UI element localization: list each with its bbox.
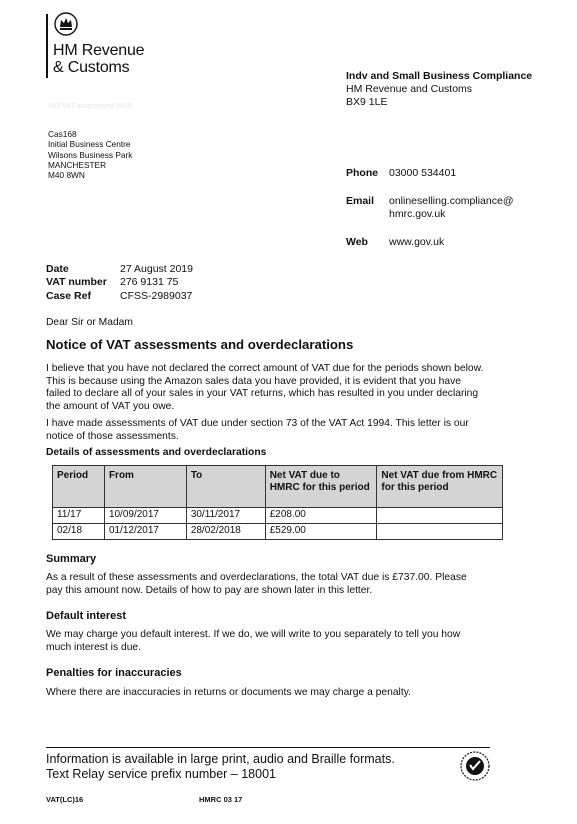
web-label: Web bbox=[346, 236, 368, 248]
logo-rule bbox=[46, 14, 48, 78]
col-net-vat-due-to-hmrc: Net VAT due to HMRC for this period bbox=[265, 466, 377, 508]
accessibility-footer bbox=[46, 752, 395, 782]
col-from: From bbox=[104, 466, 186, 508]
penalties-text: Where there are inaccuracies in returns or documents we may charge a penalty. bbox=[46, 687, 411, 698]
assessment-table bbox=[52, 465, 503, 540]
phone-label: Phone bbox=[346, 167, 379, 179]
ref-date-value: 27 August 2019 bbox=[120, 263, 193, 275]
positive-about-disabled-people-icon bbox=[459, 750, 491, 782]
col-to: To bbox=[186, 466, 265, 508]
footer-line-1: Information is available in large print, audio and Braille formats. bbox=[46, 752, 395, 766]
interest-heading: Default interest bbox=[46, 610, 127, 622]
hmrc-logo-text bbox=[53, 42, 144, 76]
sender-line-2: HM Revenue and Customs bbox=[346, 83, 473, 95]
col-net-vat-due-from-hmrc: Net VAT due from HMRC for this period bbox=[377, 466, 503, 508]
ref-vat-value: 276 9131 75 bbox=[120, 276, 179, 289]
cell-to: 28/02/2018 bbox=[186, 524, 265, 540]
col-period: Period bbox=[53, 466, 105, 508]
penalties-heading: Penalties for inaccuracies bbox=[46, 667, 182, 679]
interest-text: We may charge you default interest. If we do, we will write to you separately to tell you how much interest is due. bbox=[46, 629, 461, 653]
email-label: Email bbox=[346, 195, 375, 207]
cell-due-from-hmrc bbox=[377, 524, 503, 540]
logo-line-1: HM Revenue bbox=[53, 42, 145, 59]
summary-heading: Summary bbox=[46, 553, 97, 565]
recipient-line: MANCHESTER bbox=[48, 159, 107, 170]
cell-due-to-hmrc: £529.00 bbox=[265, 524, 377, 540]
paragraph-1: I believe that you have not declared the correct amount of VAT due for the periods shown below. This is because using the Amazon sales data you have provided, it is evident that you have failed to declare all of your sales in your VAT returns, which has resulted in you under declaring the amount of VAT you owe. bbox=[46, 363, 484, 412]
recipient-line: M40 8WN bbox=[48, 170, 85, 181]
letter-heading: Notice of VAT assessments and overdeclarations bbox=[46, 337, 354, 352]
form-code: VAT(LC)16 bbox=[46, 795, 84, 804]
logo-line-2: & Customs bbox=[53, 59, 130, 76]
cell-period: 11/17 bbox=[53, 508, 105, 524]
recipient-line: Cas168 bbox=[48, 129, 77, 139]
footer-line-2: Text Relay service prefix number – 18001 bbox=[46, 767, 276, 781]
ref-vat-label: VAT number bbox=[46, 276, 107, 289]
web-value: www.gov.uk bbox=[389, 236, 445, 248]
footer-rule bbox=[46, 747, 490, 748]
crown-crest-icon bbox=[54, 12, 78, 36]
details-heading: Details of assessments and overdeclarations bbox=[46, 447, 267, 458]
email-line-2: hmrc.gov.uk bbox=[389, 208, 446, 220]
cell-period: 02/18 bbox=[53, 524, 105, 540]
summary-text: As a result of these assessments and overdeclarations, the total VAT due is £737.00. Please pay this amount now. Details of how to pay are shown later in this letter. bbox=[46, 572, 467, 596]
cell-to: 30/11/2017 bbox=[186, 508, 265, 524]
table-header-row bbox=[53, 466, 503, 508]
salutation: Dear Sir or Madam bbox=[46, 317, 133, 328]
faint-header-text: VAT VAT assessment 2019 bbox=[48, 103, 132, 110]
recipient-line: Wilsons Business Park bbox=[48, 149, 133, 160]
form-revision: HMRC 03 17 bbox=[199, 795, 243, 804]
ref-date-label: Date bbox=[46, 263, 69, 275]
phone-value: 03000 534401 bbox=[389, 167, 457, 179]
paragraph-2: I have made assessments of VAT due under section 73 of the VAT Act 1994. This letter is our notice of those assessments. bbox=[46, 418, 469, 442]
recipient-address bbox=[48, 129, 132, 180]
cell-from: 10/09/2017 bbox=[104, 508, 186, 524]
email-line-1: onlineselling.compliance@ bbox=[389, 195, 514, 207]
sender-address bbox=[346, 70, 532, 109]
table-row bbox=[53, 524, 503, 540]
ref-case-value: CFSS-2989037 bbox=[120, 289, 193, 302]
table-row bbox=[53, 508, 503, 524]
sender-title: Indv and Small Business Compliance bbox=[346, 70, 533, 82]
sender-line-3: BX9 1LE bbox=[346, 96, 388, 108]
email-value bbox=[389, 195, 513, 221]
cell-due-to-hmrc: £208.00 bbox=[265, 508, 377, 524]
ref-case-label: Case Ref bbox=[46, 289, 91, 302]
cell-from: 01/12/2017 bbox=[104, 524, 186, 540]
recipient-line: Initial Business Centre bbox=[48, 139, 131, 150]
cell-due-from-hmrc bbox=[377, 508, 503, 524]
